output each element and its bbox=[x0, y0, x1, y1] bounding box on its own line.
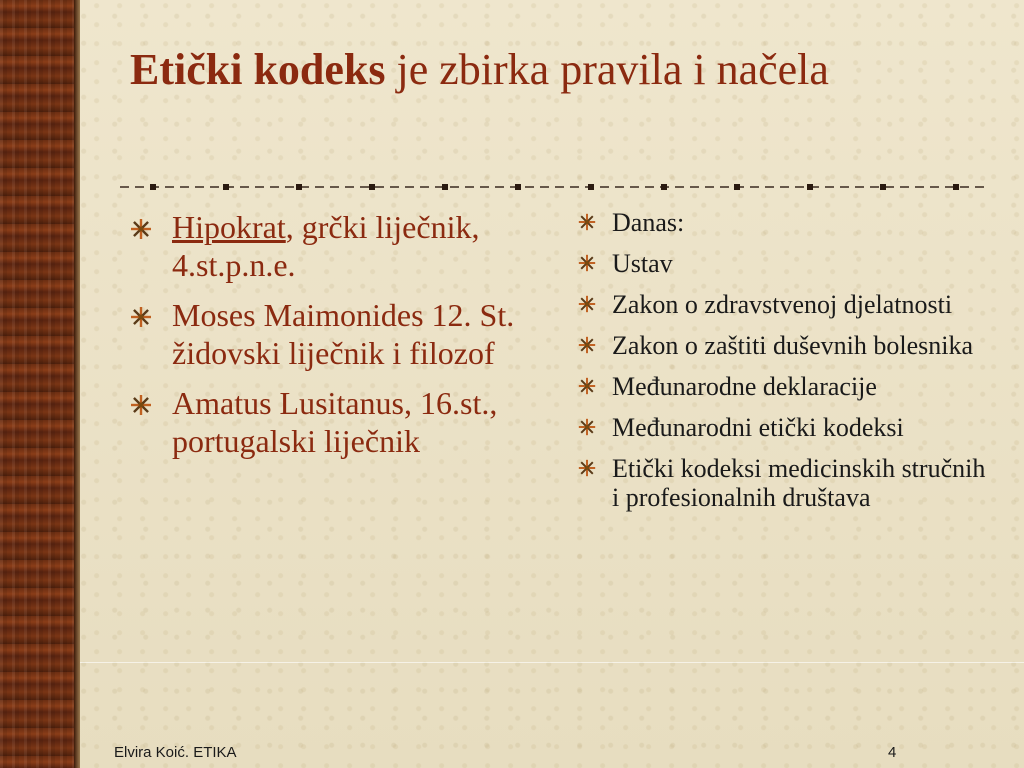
footer-page-number: 4 bbox=[888, 744, 897, 761]
slide-title bbox=[130, 44, 990, 95]
list-item-deklaracije bbox=[576, 372, 986, 401]
bullet-star-icon bbox=[130, 218, 152, 240]
bullet-star-icon bbox=[578, 254, 596, 272]
bullet-star-icon bbox=[130, 306, 152, 328]
zakon-zastiti-text: Zakon o zaštiti duševnih bolesnika bbox=[612, 331, 974, 360]
list-item-zakon-zdravstvenoj bbox=[576, 290, 986, 319]
hipokrat-text: , grčki liječnik, 4.st.p.n.e. bbox=[172, 209, 480, 283]
bullet-star-icon bbox=[578, 418, 596, 436]
deklaracije-text: Međunarodne deklaracije bbox=[612, 372, 877, 401]
zakon-zdravstvenoj-text: Zakon o zdravstvenoj djelatnosti bbox=[612, 290, 953, 319]
list-item-eticki-kodeksi-drustava bbox=[576, 454, 986, 512]
list-item-zakon-zastiti bbox=[576, 331, 986, 360]
maimonides-text: Moses Maimonides 12. St. židovski liječnik i filozof bbox=[172, 297, 515, 371]
ustav-text: Ustav bbox=[612, 249, 673, 278]
list-item-lusitanus bbox=[130, 384, 520, 460]
footer-author: Elvira Koić. ETIKA bbox=[114, 744, 237, 761]
side-bar-edge bbox=[74, 0, 80, 768]
slide-title-rest: je zbirka pravila i načela bbox=[385, 45, 829, 94]
decorative-side-bar bbox=[0, 0, 76, 768]
list-item-ustav bbox=[576, 249, 986, 278]
bullet-star-icon bbox=[578, 377, 596, 395]
title-divider bbox=[120, 183, 990, 191]
drustava-text: Etički kodeksi medicinskih stručnih i profesionalnih društava bbox=[612, 454, 986, 512]
bullet-star-icon bbox=[130, 394, 152, 416]
right-bullet-list bbox=[576, 208, 986, 524]
list-item-eticki-kodeksi-medjunarodni bbox=[576, 413, 986, 442]
bullet-star-icon bbox=[578, 336, 596, 354]
list-item-hipokrat bbox=[130, 208, 520, 284]
slide-title-bold: Etički kodeks bbox=[130, 45, 386, 94]
medjunarodni-kodeksi-text: Međunarodni etički kodeksi bbox=[612, 413, 904, 442]
list-item-danas bbox=[576, 208, 986, 237]
danas-text: Danas: bbox=[612, 208, 685, 237]
lusitanus-text: Amatus Lusitanus, 16.st., portugalski liječnik bbox=[172, 385, 498, 459]
bullet-star-icon bbox=[578, 295, 596, 313]
bullet-star-icon bbox=[578, 459, 596, 477]
list-item-maimonides bbox=[130, 296, 520, 372]
bullet-star-icon bbox=[578, 213, 596, 231]
footer-separator bbox=[80, 662, 1024, 663]
left-bullet-list bbox=[130, 208, 520, 472]
hipokrat-link[interactable]: Hipokrat bbox=[172, 209, 286, 245]
